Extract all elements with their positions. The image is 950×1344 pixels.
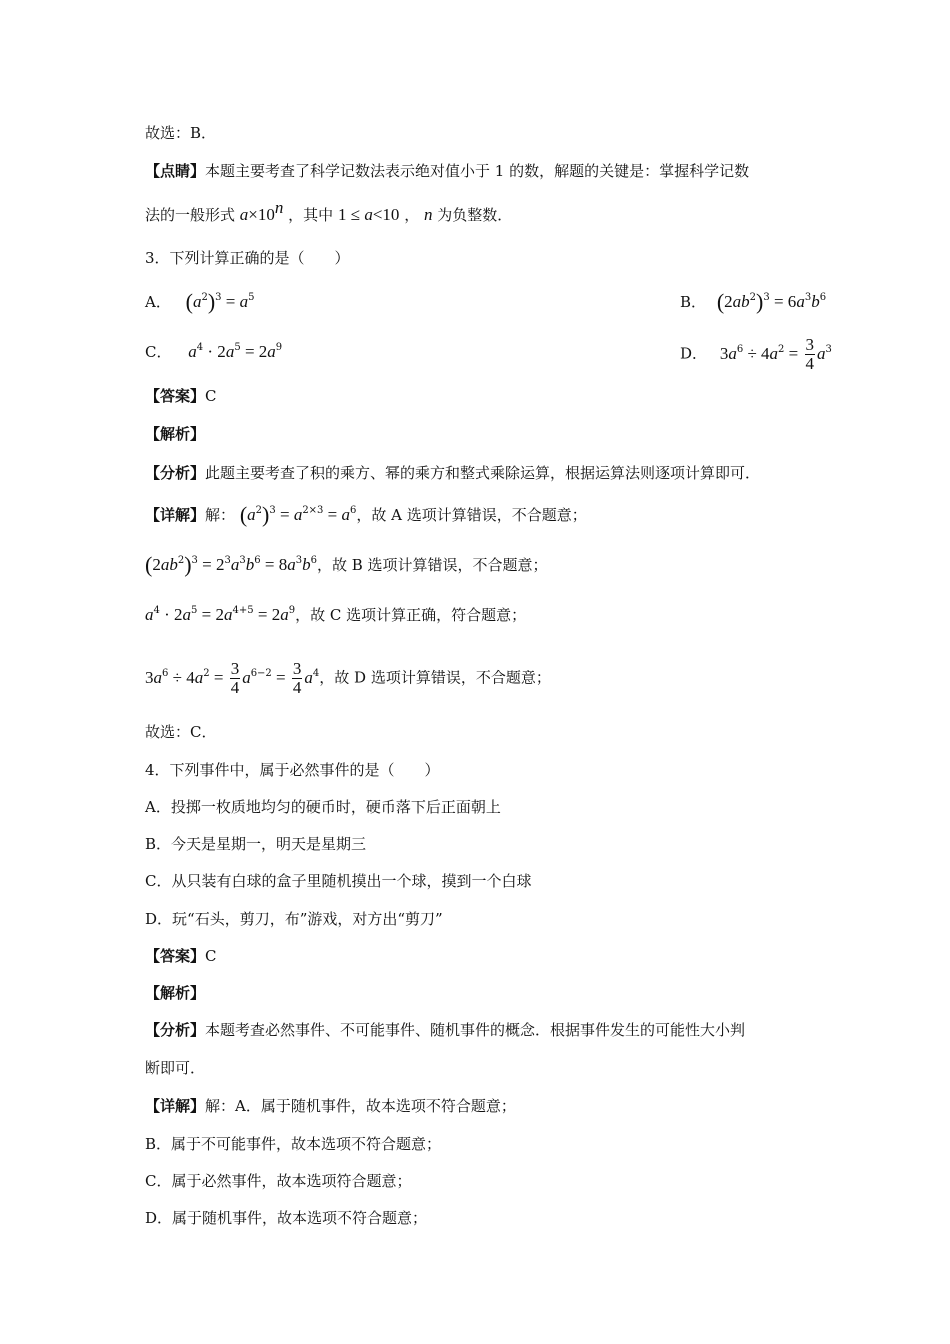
detail-4-label: 【详解】 xyxy=(145,1097,206,1115)
conclusion-3 xyxy=(145,722,216,742)
detail-4-d-text: D．属于随机事件，故本选项不符合题意； xyxy=(145,1209,428,1227)
formula-n: n xyxy=(423,205,433,224)
detail-3-pre: 解： xyxy=(205,506,236,524)
analysis-3-text: 此题主要考查了积的乘方、幂的乘方和整式乘除运算，根据运算法则逐项计算即可． xyxy=(205,464,761,482)
analysis-3-heading xyxy=(145,424,205,444)
detail-3-c xyxy=(145,605,526,625)
answer-4-label: 【答案】 xyxy=(145,947,206,965)
analysis-4-heading xyxy=(145,983,205,1003)
q3-options-row-2 xyxy=(145,335,832,373)
detail-3-a-text: ，故 A 选项计算错误，不合题意； xyxy=(356,506,587,524)
answer-4 xyxy=(145,946,217,966)
question-3-text: 3．下列计算正确的是（ ） xyxy=(145,249,350,267)
detail-3-d-text: ，故 D 选项计算错误，不合题意； xyxy=(319,668,551,687)
tip-line xyxy=(145,161,749,181)
detail-3-d-formula: $3a^6 \div 4a^2$ = $\frac{3}{4}$ $a^{6-2}$ = $\frac{3}{4}$ $a^4$ xyxy=(145,659,320,697)
q4-option-c-text: C．从只装有白球的盒子里随机摸出一个球，摸到一个白球 xyxy=(145,872,532,890)
q3-option-b xyxy=(680,289,827,314)
tip-text: 本题主要考查了科学记数法表示绝对值小于 1 的数，解题的关键是：掌握科学记数 xyxy=(205,162,750,180)
q3-option-d-formula: $3a^6 \div 4a^2$ = $\frac{3}{4}$ $a^3$ xyxy=(719,335,832,373)
q3-option-b-formula: $(2ab^2)^3 = 6a^3b^6$ xyxy=(716,289,827,314)
tip-text-2c: ， xyxy=(404,206,420,224)
analysis-4-text: 本题考查必然事件、不可能事件、随机事件的概念．根据事件发生的可能性大小判 xyxy=(205,1021,746,1039)
analysis-3 xyxy=(145,463,760,483)
analysis-4-text-2: 断即可． xyxy=(145,1059,206,1077)
analysis-3-label: 【解析】 xyxy=(145,425,206,443)
detail-3-a xyxy=(145,502,587,527)
analysis-4-sub-label: 【分析】 xyxy=(145,1021,206,1039)
tip-label: 【点睛】 xyxy=(145,162,206,180)
q3-option-c-label: C． xyxy=(145,343,172,361)
answer-3-label: 【答案】 xyxy=(145,387,206,405)
detail-4-a xyxy=(145,1096,516,1116)
detail-3-c-text: ，故 C 选项计算正确，符合题意； xyxy=(295,606,527,624)
tip-text-2a: 法的一般形式 xyxy=(145,206,236,224)
q3-option-c-formula: $a^4 \cdot 2a^5 = 2a^9$ xyxy=(188,342,283,361)
q4-option-d xyxy=(145,909,443,929)
answer-4-value: C xyxy=(205,947,217,965)
detail-3-b-text: ，故 B 选项计算错误，不合题意； xyxy=(316,556,548,574)
detail-3-label: 【详解】 xyxy=(145,506,206,524)
analysis-3-sub-label: 【分析】 xyxy=(145,464,206,482)
detail-3-a-formula: $(a^2)^3 = a^{2\times 3} = a^6$ xyxy=(239,502,357,527)
analysis-4 xyxy=(145,1020,745,1040)
q3-option-a-formula: $(a^2)^3 = a^5$ xyxy=(185,289,255,314)
q3-option-d xyxy=(680,336,832,373)
q3-option-a-label: A． xyxy=(145,293,171,311)
question-3 xyxy=(145,248,350,268)
q4-option-a xyxy=(145,797,501,817)
detail-4-b-text: B．属于不可能事件，故本选项不符合题意； xyxy=(145,1135,442,1153)
question-4-text: 4．下列事件中，属于必然事件的是（ ） xyxy=(145,761,440,779)
detail-4-c-text: C．属于必然事件，故本选项符合题意； xyxy=(145,1172,412,1190)
q4-option-a-text: A．投掷一枚质地均匀的硬币时，硬币落下后正面朝上 xyxy=(145,798,501,816)
detail-4-c xyxy=(145,1171,411,1191)
formula-range: 1 ≤ a<10 xyxy=(337,205,400,224)
detail-4-a-text: 解：A．属于随机事件，故本选项不符合题意； xyxy=(205,1097,516,1115)
conclusion-3-text: 故选：C． xyxy=(145,723,217,741)
q4-option-c xyxy=(145,871,531,891)
answer-3 xyxy=(145,386,217,406)
tip-text-2b: ，其中 xyxy=(288,206,334,224)
tip-text-2d: 为负整数． xyxy=(437,206,513,224)
analysis-4-cont xyxy=(145,1058,205,1078)
analysis-4-label: 【解析】 xyxy=(145,984,206,1002)
q4-option-d-text: D．玩“石头，剪刀，布”游戏，对方出“剪刀” xyxy=(145,910,443,928)
q3-option-b-label: B． xyxy=(680,293,707,311)
q4-option-b-text: B．今天是星期一，明天是星期三 xyxy=(145,835,367,853)
q3-option-d-label: D． xyxy=(680,344,708,363)
formula-scientific: $a\times 10^n$ xyxy=(239,198,284,224)
detail-4-d xyxy=(145,1208,427,1228)
detail-3-b xyxy=(145,552,548,577)
conclusion-line xyxy=(145,123,216,143)
question-4 xyxy=(145,760,440,780)
detail-3-b-formula: $(2ab^2)^3 = 2^3a^3b^6 = 8a^3b^6$ xyxy=(145,552,317,577)
tip-line-2 xyxy=(145,198,513,225)
detail-3-d xyxy=(145,660,551,697)
q3-options-row-1 xyxy=(145,289,827,314)
detail-4-b xyxy=(145,1134,441,1154)
conclusion-text: 故选：B． xyxy=(145,124,217,142)
answer-3-value: C xyxy=(205,387,217,405)
q4-option-b xyxy=(145,834,366,854)
detail-3-c-formula: $a^4 \cdot 2a^5 = 2a^{4+5} = 2a^9$ xyxy=(145,605,296,624)
